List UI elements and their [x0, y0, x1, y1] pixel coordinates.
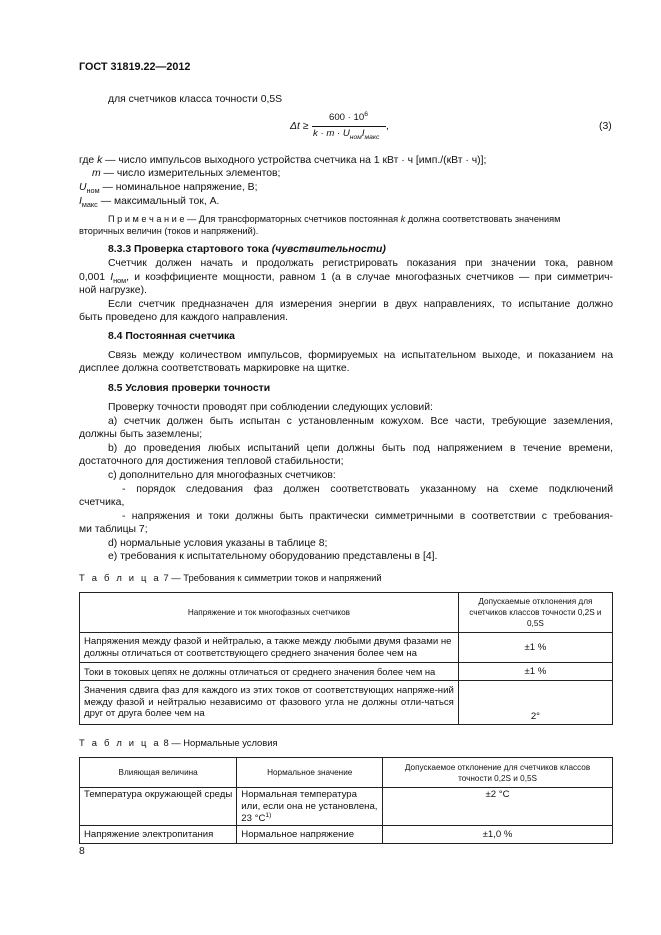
table-7: [79, 592, 613, 725]
table7-row-value: ±1 %: [458, 663, 612, 681]
s85-line-11: d) нормальные условия указаны в таблице 8;: [108, 538, 328, 549]
note-line-2: вторичных величин (токов и напряжений).: [79, 226, 259, 236]
table8-row-quantity: Напряжение электропитания: [80, 826, 237, 844]
table-row: [80, 788, 613, 826]
standard-header: ГОСТ 31819.22—2012: [79, 61, 191, 73]
table8-row-quantity: Температура окружающей среды: [80, 788, 237, 826]
s85-line-4: b) до проведения любых испытаний цепи должны быть под напряжением в течение времени,: [108, 443, 613, 454]
s833-p2-line-2: быть проведено для каждого направления.: [79, 312, 288, 323]
s85-line-3: должны быть заземлены;: [79, 429, 203, 440]
table7-head-left: Напряжение и ток многофазных счетчиков: [80, 593, 459, 633]
table8-head-quantity: Влияющая величина: [80, 758, 237, 788]
formula-number: (3): [599, 121, 612, 132]
table8-row-deviation: ±1,0 %: [383, 826, 613, 844]
section-8-4-title: 8.4 Постоянная счетчика: [108, 331, 235, 342]
s85-line-2: a) счетчик должен быть испытан с установленным кожухом. Все части, требующие заземления,: [108, 416, 613, 427]
table-row: [80, 826, 613, 844]
table7-row-text: Напряжения между фазой и нейтралью, а также между любыми двумя фазами не должны отличаться от соответствующего среднего значения более чем на: [80, 633, 459, 663]
s85-line-8: счетчика,: [79, 497, 125, 508]
where-line-4: $I_{макс}$ — максимальный ток, А.: [79, 196, 220, 210]
s833-p1-line-1: Счетчик должен начать и продолжать регистрировать показания при значении тока, равном: [108, 258, 613, 269]
formula-numerator: $600 \cdot 10^6$: [329, 110, 368, 123]
s85-line-5: достаточного для достижения тепловой стабильности;: [79, 456, 344, 467]
section-8-3-3-title: 8.3.3 Проверка стартового тока (чувствительности): [108, 244, 386, 255]
table8-caption: Т а б л и ц а 8 — Нормальные условия: [79, 737, 278, 748]
table8-row-deviation: ±2 °C: [383, 788, 613, 826]
intro-line: для счетчиков класса точности 0,5S: [108, 94, 283, 105]
fraction-bar: [312, 126, 386, 127]
s833-p1-line-3: ной нагрузке).: [79, 285, 147, 296]
s85-line-7: - порядок следования фаз должен соответствовать указанному на схеме подключений: [122, 484, 613, 495]
table8-header-row: [80, 758, 613, 788]
table8-head-normal: Нормальное значение: [237, 758, 383, 788]
s84-line-1: Связь между количеством импульсов, формируемых на испытательном выходе, и показанием на: [108, 350, 613, 361]
table8-head-deviation: Допускаемое отклонение для счетчиков классов точности 0,2S и 0,5S: [383, 758, 613, 788]
table8-row-normal: Нормальная температура или, если она не установлена, 23 $^\circ C^{1)}$: [237, 788, 383, 826]
s85-line-6: c) дополнительно для многофазных счетчиков:: [108, 470, 336, 481]
s85-line-1: Проверку точности проводят при соблюдении следующих условий:: [108, 402, 433, 413]
table7-row-value: ±1 %: [458, 633, 612, 663]
table-row: [80, 633, 613, 663]
note-line-1: П р и м е ч а н и е — Для трансформаторных счетчиков постоянная k должна соответствовать значениям: [108, 214, 561, 224]
formula-denominator: $k \cdot m \cdot U_{ном}I_{макс}$: [313, 128, 380, 141]
s85-line-9: - напряжения и токи должны быть практически симметричными в соответствии с требования-: [122, 511, 613, 522]
table7-header-row: [80, 593, 613, 633]
section-8-5-title: 8.5 Условия проверки точности: [108, 383, 271, 394]
where-line-1: где k — число импульсов выходного устройства счетчика на 1 кВт · ч [имп./(кВт · ч)];: [79, 155, 487, 166]
table7-row-text: Значения сдвига фаз для каждого из этих токов от соответствующих напряже-ний между фазой и нейтралью независимо от фазового угла не должны отли-чаться друг от друга более чем на: [80, 681, 459, 725]
s85-line-10: ми таблицы 7;: [79, 524, 148, 535]
s85-line-12: e) требования к испытательному оборудованию представлены в [4].: [108, 551, 438, 562]
formula-lhs: Δt ≥: [290, 121, 309, 132]
formula-comma: ,: [386, 121, 389, 132]
table-row: [80, 663, 613, 681]
table7-caption: Т а б л и ц а 7 — Требования к симметрии токов и напряжений: [79, 572, 382, 583]
table-8: [79, 757, 613, 844]
s84-line-2: дисплее должна соответствовать маркировке на щитке.: [79, 363, 350, 374]
table8-row-normal: Нормальное напряжение: [237, 826, 383, 844]
where-line-2: m — число измерительных элементов;: [92, 168, 281, 179]
page-number: 8: [79, 846, 85, 857]
where-line-3: $U_{ном}$ — номинальное напряжение, В;: [79, 182, 258, 196]
table-row: [80, 681, 613, 725]
table7-row-text: Токи в токовых цепях не должны отличаться от среднего значения более чем на: [80, 663, 459, 681]
s833-p1-line-2: 0,001 $I_{ном}$, и коэффициенте мощности, равном 1 (а в случае многофазных счетчиков — при симметрич-: [79, 272, 614, 286]
table7-head-right: Допускаемые отклонения для счетчиков классов точности 0,2S и 0,5S: [458, 593, 612, 633]
table7-row-value: 2°: [458, 681, 612, 725]
s833-p2-line-1: Если счетчик предназначен для измерения энергии в двух направлениях, то испытание должно: [108, 299, 613, 310]
